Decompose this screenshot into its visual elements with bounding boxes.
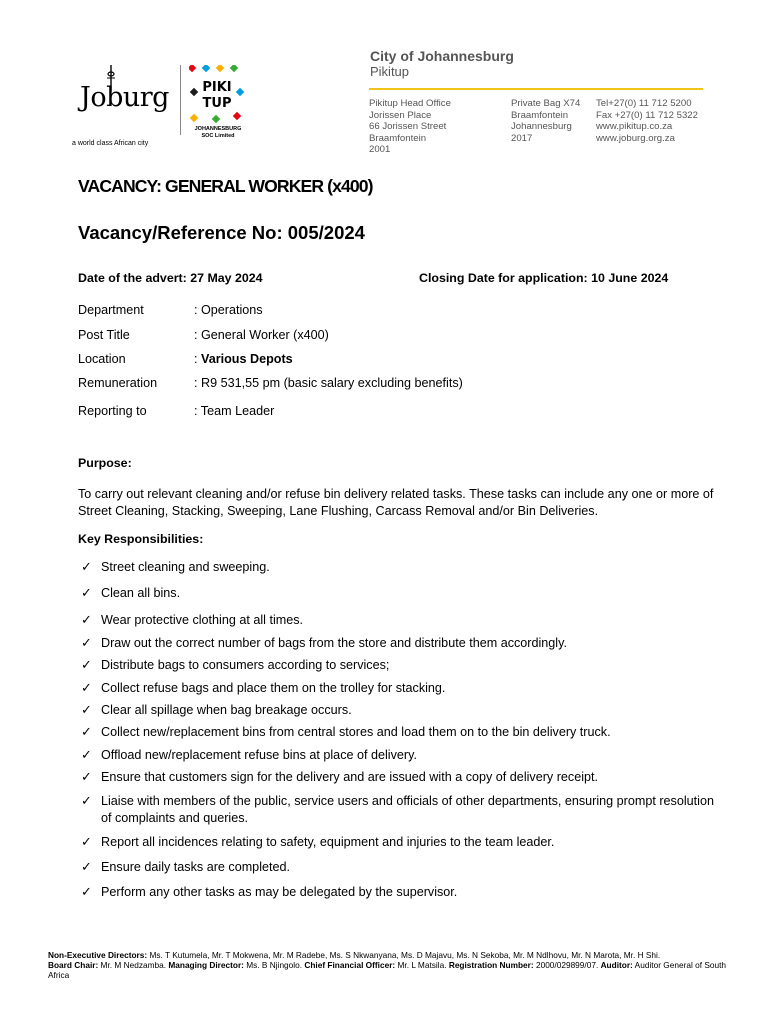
list-item: Street cleaning and sweeping. [101,560,270,574]
header-rule [369,88,703,90]
checkmark-icon: ✓ [81,612,92,627]
list-item: Distribute bags to consumers according to services; [101,658,390,672]
list-item: Clear all spillage when bag breakage occurs. [101,703,352,717]
detail-value: : Operations [194,303,263,317]
footer-directors [48,950,728,980]
fax-number: Fax +27(0) 11 712 5322 [596,109,698,121]
responsibilities-heading: Key Responsibilities: [78,532,204,546]
svg-text:TUP: TUP [202,96,232,111]
address-line: Pikitup Head Office [369,98,451,109]
detail-value: : Team Leader [194,404,275,418]
detail-value: : General Worker (x400) [194,328,329,342]
vacancy-title: VACANCY: GENERAL WORKER (x400) [78,176,373,196]
address-column-2 [511,98,580,144]
detail-label: Location [78,352,126,366]
address-line: 2001 [369,144,391,155]
joburg-tagline: a world class African city [72,140,149,147]
list-item: Clean all bins. [101,586,181,600]
detail-label: Reporting to [78,404,147,418]
list-item: Collect refuse bags and place them on the trolley for stacking. [101,681,446,695]
address-column-1 [369,98,451,156]
address-line: Braamfontein [369,132,427,144]
footer-label: Managing Director: [168,960,244,970]
detail-value-prefix: : [194,352,201,366]
list-item: Liaise with members of the public, service users and officials of other departments, ensuring prompt resolution of complaints and queries. [101,794,714,825]
checkmark-icon: ✓ [81,702,92,717]
website-link[interactable]: www.joburg.org.za [596,132,675,144]
purpose-text: To carry out relevant cleaning and/or refuse bin delivery related tasks. These tasks can include any one or more of Street Cleaning, Stacking, Sweeping, Lane Flushing, Carcass Removal and/or Bin Deliveries. [78,487,714,518]
address-line: Private Bag X74 [511,98,581,109]
address-line: 2017 [511,132,533,144]
list-item: Ensure daily tasks are completed. [101,860,290,874]
joburg-wordmark: Joburg [80,82,169,113]
advert-date: Date of the advert: 27 May 2024 [78,271,263,285]
checkmark-icon: ✓ [81,747,92,762]
list-item: Draw out the correct number of bags from the store and distribute them accordingly. [101,636,567,650]
checkmark-icon: ✓ [81,559,92,574]
pikitup-sub-line2: SOC Limited [201,133,235,139]
address-line: Jorissen Place [369,109,432,121]
purpose-heading: Purpose: [78,456,132,470]
checkmark-icon: ✓ [81,635,92,650]
checkmark-icon: ✓ [81,680,92,695]
footer-label: Auditor: [600,960,633,970]
footer-label: Board Chair: [48,960,99,970]
list-item: Ensure that customers sign for the delivery and are issued with a copy of delivery receipt. [101,770,598,784]
footer-value: 2000/029899/07. [533,960,601,970]
checkmark-icon: ✓ [81,834,92,849]
list-item: Collect new/replacement bins from central stores and load them on to the bin delivery truck. [101,725,611,739]
footer-label: Non-Executive Directors: [48,950,148,960]
footer-value: Ms. T Kutumela, Mr. T Mokwena, Mr. M Radebe, Ms. S Nkwanyana, Ms. D Majavu, Ms. N Sekoba, Mr. M Ndlhovu, Mr. N Marota, Mr. H Shi. [147,950,661,960]
detail-value: : R9 531,55 pm (basic salary excluding benefits) [194,376,463,390]
checkmark-icon: ✓ [81,793,92,808]
footer-label: Registration Number: [448,960,534,970]
footer-label: Chief Financial Officer: [304,960,396,970]
closing-date: Closing Date for application: 10 June 2024 [419,271,669,285]
address-line: Johannesburg [511,121,572,132]
logo-divider [180,65,181,135]
checkmark-icon: ✓ [81,859,92,874]
list-item: Offload new/replacement refuse bins at place of delivery. [101,748,417,762]
checkmark-icon: ✓ [81,657,92,672]
pikitup-sub-line1: JOHANNESBURG [194,126,242,132]
list-item: Report all incidences relating to safety, equipment and injuries to the team leader. [101,835,555,849]
detail-label: Department [78,303,144,317]
detail-label: Post Title [78,328,130,342]
checkmark-icon: ✓ [81,769,92,784]
detail-value-bold: Various Depots [201,352,293,366]
org-subtitle: Pikitup [370,64,410,79]
reference-number: Vacancy/Reference No: 005/2024 [78,222,365,243]
footer-value: Mr. M Nedzamba. [98,960,169,970]
detail-label: Remuneration [78,376,158,390]
list-item: Wear protective clothing at all times. [101,613,304,627]
svg-text:PIKI: PIKI [202,80,232,95]
checkmark-icon: ✓ [81,884,92,899]
pikitup-subtitle [188,126,248,140]
detail-value [194,352,293,366]
address-line: Braamfontein [511,109,569,121]
address-line: 66 Jorissen Street [369,121,447,132]
footer-value: Ms. B Njingolo. [243,960,305,970]
pikitup-mark-icon [189,65,245,123]
phone-number: Tel+27(0) 11 712 5200 [596,98,692,109]
list-item: Perform any other tasks as may be delegated by the supervisor. [101,885,458,899]
checkmark-icon: ✓ [81,585,92,600]
footer-value: Auditor General of South Africa [48,960,726,980]
org-title: City of Johannesburg [370,48,514,64]
footer-value: Mr. L Matsila. [395,960,449,970]
checkmark-icon: ✓ [81,724,92,739]
contact-column [596,98,698,144]
website-link[interactable]: www.pikitup.co.za [596,121,673,132]
